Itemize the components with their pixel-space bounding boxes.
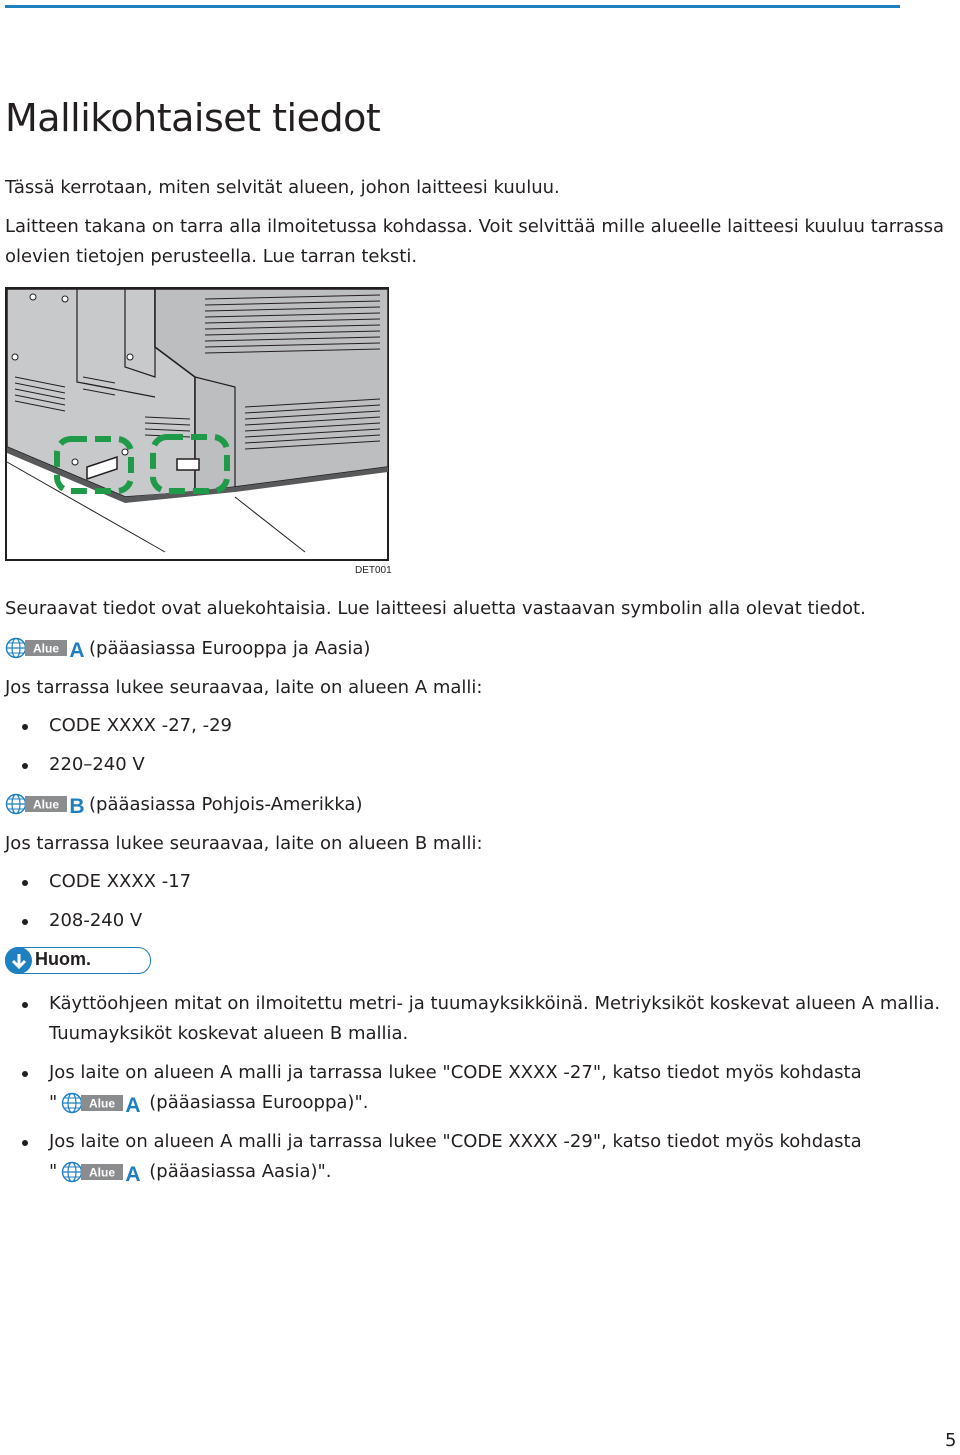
- svg-text:A: A: [69, 639, 85, 659]
- note-label: Huom.: [35, 949, 91, 969]
- globe-icon: [61, 1092, 143, 1114]
- region-a-desc: (pääasiassa Eurooppa ja Aasia): [89, 637, 371, 659]
- region-badge-a: [61, 1161, 143, 1183]
- device-rear-illustration: [5, 287, 389, 561]
- region-b-desc: (pääasiassa Pohjois-Amerikka): [89, 793, 363, 815]
- region-badge-b: [5, 793, 87, 815]
- label-location-text-line2: olevien tietojen perusteella. Lue tarran teksti.: [5, 246, 418, 267]
- svg-text:A: A: [125, 1094, 141, 1114]
- region-a-lead: Jos tarrassa lukee seuraavaa, laite on alueen A malli:: [5, 677, 483, 698]
- globe-icon: [5, 793, 87, 815]
- list-item: 220–240 V: [22, 750, 145, 780]
- arrow-down-icon: [5, 947, 32, 974]
- list-item: 208-240 V: [22, 906, 142, 936]
- note-item-1: Käyttöohjeen mitat on ilmoitettu metri- ja tuumayksikköinä. Metriyksiköt koskevat alueen A mallia. Tuumayksiköt koskevat alueen B mallia.: [22, 989, 909, 1049]
- page-number: 5: [945, 1430, 957, 1451]
- globe-icon: [61, 1161, 143, 1183]
- svg-text:Alue: Alue: [89, 1096, 116, 1111]
- list-item: CODE XXXX -27, -29: [22, 711, 232, 741]
- region-badge-a: [5, 637, 87, 659]
- svg-text:B: B: [69, 795, 85, 815]
- region-b-heading: [5, 789, 363, 819]
- note-header: [5, 947, 151, 974]
- globe-icon: [5, 637, 87, 659]
- region-b-lead: Jos tarrassa lukee seuraavaa, laite on alueen B malli:: [5, 833, 483, 854]
- page-title: Mallikohtaiset tiedot: [5, 96, 381, 140]
- list-item: CODE XXXX -17: [22, 867, 191, 897]
- svg-text:Alue: Alue: [89, 1165, 116, 1180]
- note-item-3: Jos laite on alueen A malli ja tarrassa lukee "CODE XXXX -29", katso tiedot myös kohdasta " Alue A (pääasiassa Aasia)".: [22, 1127, 909, 1187]
- svg-text:Alue: Alue: [32, 797, 60, 812]
- region-a-heading: [5, 633, 370, 663]
- svg-text:A: A: [125, 1163, 141, 1183]
- region-badge-a: [61, 1092, 143, 1114]
- region-info-text: Seuraavat tiedot ovat aluekohtaisia. Lue laitteesi aluetta vastaavan symbolin alla olevat tiedot.: [5, 598, 866, 619]
- svg-text:Alue: Alue: [32, 641, 60, 656]
- top-rule: [5, 5, 900, 8]
- label-location-text-line1: Laitteen takana on tarra alla ilmoitetussa kohdassa. Voit selvittää mille alueelle laitteesi kuuluu tarrassa: [5, 216, 945, 237]
- intro-text: Tässä kerrotaan, miten selvität alueen, johon laitteesi kuuluu.: [5, 177, 560, 198]
- figure-id: DET001: [355, 565, 392, 576]
- note-item-2: Jos laite on alueen A malli ja tarrassa lukee "CODE XXXX -27", katso tiedot myös kohdasta " Alue A (pääasiassa Eurooppa)".: [22, 1058, 909, 1118]
